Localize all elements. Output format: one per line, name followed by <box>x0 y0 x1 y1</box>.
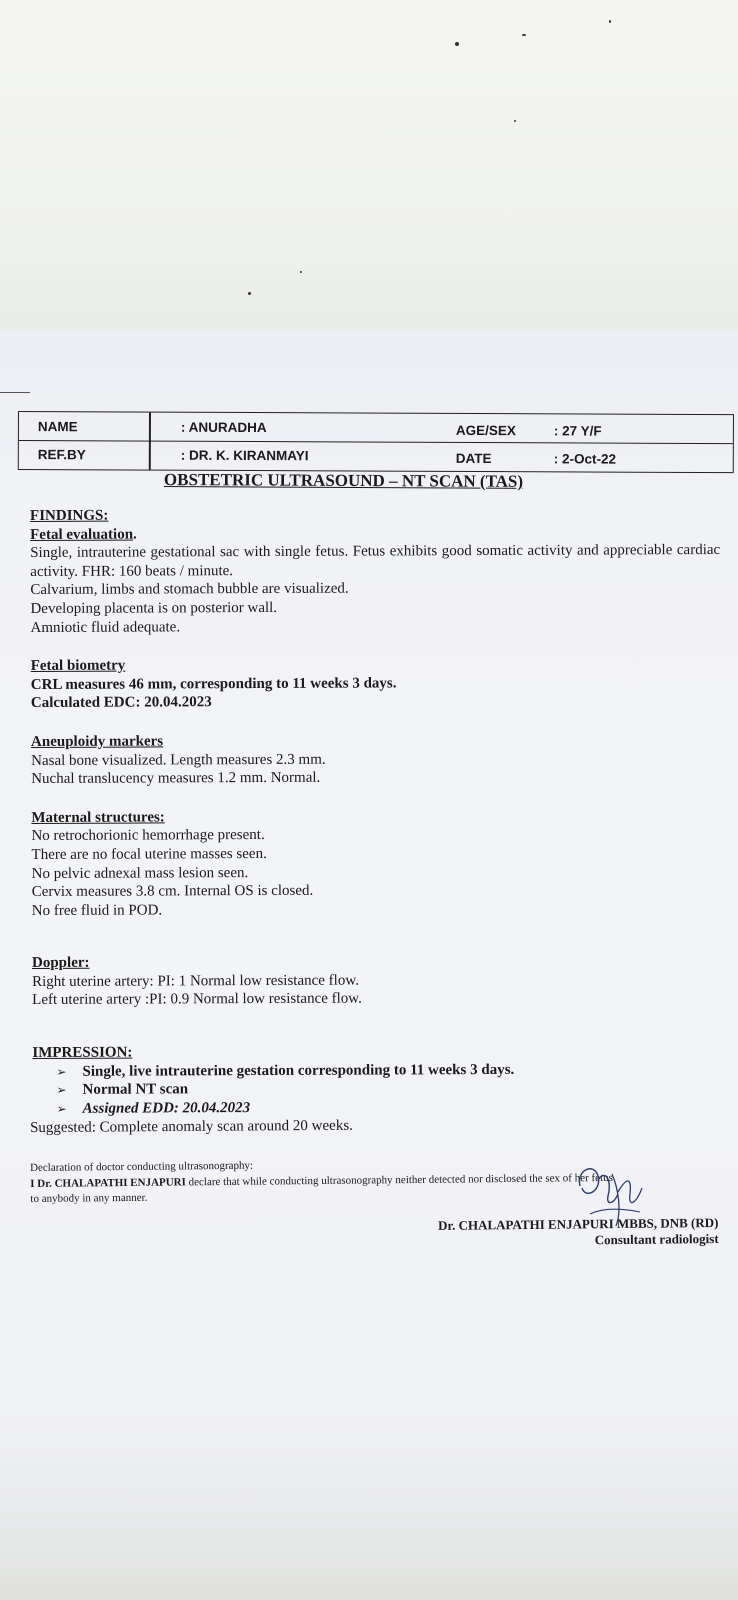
age-sex-label: AGE/SEX <box>455 422 516 439</box>
aneuploidy-line: Nasal bone visualized. Length measures 2.3 mm. <box>31 751 326 769</box>
table-row <box>19 441 733 472</box>
paper-edge-mark <box>0 392 30 393</box>
fetal-biometry-line: Calculated EDC: 20.04.2023 <box>30 694 212 712</box>
fetal-evaluation-line: Calvarium, limbs and stomach bubble are visualized. <box>30 580 349 599</box>
dust-speck <box>300 271 302 273</box>
maternal-line: No pelvic adnexal mass lesion seen. <box>31 864 249 882</box>
fetal-evaluation-line: Amniotic fluid adequate. <box>30 618 181 636</box>
report-body <box>30 504 723 1118</box>
maternal-structures-heading: Maternal structures: <box>31 809 165 826</box>
ref-by-label: REF.BY <box>37 447 86 463</box>
maternal-line: There are no focal uterine masses seen. <box>31 845 267 863</box>
report-title: OBSTETRIC ULTRASOUND – NT SCAN (TAS) <box>163 470 524 491</box>
impression-list <box>32 1060 722 1119</box>
ref-by-value: : DR. K. KIRANMAYI <box>180 447 309 464</box>
patient-info-table <box>18 411 734 473</box>
declaration-heading: Declaration of doctor conducting ultrasonography: <box>30 1159 254 1174</box>
fetal-evaluation-heading-suffix: . <box>132 526 137 543</box>
doppler-heading: Doppler: <box>31 955 90 972</box>
declaration-doctor-name: Dr. CHALAPATHI ENJAPURI <box>37 1175 186 1190</box>
bottom-shadow <box>0 1440 738 1600</box>
arrow-bullet-icon: ➢ <box>56 1064 67 1079</box>
maternal-line: No free fluid in POD. <box>31 902 163 919</box>
signatory-name: Dr. CHALAPATHI ENJAPURI MBBS, DNB (RD) <box>437 1215 719 1233</box>
signatory-block <box>438 1215 719 1250</box>
declaration-text: declare that while conducting ultrasonography neither detected nor disclosed the sex of her fetus <box>185 1171 613 1188</box>
dust-speck <box>455 42 459 46</box>
dust-speck <box>522 34 526 36</box>
arrow-bullet-icon: ➢ <box>56 1101 67 1116</box>
fetal-biometry-line: CRL measures 46 mm, corresponding to 11 weeks 3 days. <box>30 675 397 693</box>
fetal-evaluation-line: Developing placenta is on posterior wall. <box>30 599 278 617</box>
aneuploidy-line: Nuchal translucency measures 1.2 mm. Normal. <box>31 769 321 788</box>
background-surface <box>0 0 738 340</box>
dust-speck <box>609 20 611 23</box>
fetal-evaluation-paragraph: Single, intrauterine gestational sac with single fetus. Fetus exhibits good somatic activity and appreciable cardiac activity. FHR: 160 beats / minute. <box>30 542 721 580</box>
date-value: : 2-Oct-22 <box>553 451 617 467</box>
name-label: NAME <box>37 419 78 435</box>
table-row <box>19 412 733 444</box>
declaration-line-2: to anybody in any manner. <box>30 1191 148 1205</box>
impression-heading: IMPRESSION: <box>32 1044 133 1062</box>
impression-item <box>57 1097 723 1118</box>
age-sex-value: : 27 Y/F <box>553 423 602 439</box>
findings-heading: FINDINGS: <box>30 507 109 524</box>
signatory-title: Consultant radiologist <box>594 1230 719 1248</box>
suggestion-text: Suggested: Complete anomaly scan around 20 weeks. <box>30 1117 353 1136</box>
impression-item-text: Assigned EDD: 20.04.2023 <box>82 1099 251 1117</box>
impression-item-text: Normal NT scan <box>82 1081 189 1099</box>
dust-speck <box>514 120 516 122</box>
aneuploidy-markers-heading: Aneuploidy markers <box>30 733 164 750</box>
maternal-line: Cervix measures 3.8 cm. Internal OS is closed. <box>31 882 314 901</box>
impression-item-text: Single, live intrauterine gestation corresponding to 11 weeks 3 days. <box>82 1061 515 1080</box>
name-value: : ANURADHA <box>180 419 267 436</box>
dust-speck <box>248 292 251 295</box>
arrow-bullet-icon: ➢ <box>56 1083 67 1098</box>
maternal-line: No retrochorionic hemorrhage present. <box>31 827 265 845</box>
date-label: DATE <box>455 450 492 467</box>
doppler-line: Left uterine artery :PI: 0.9 Normal low resistance flow. <box>32 991 362 1009</box>
declaration-prefix: I <box>30 1177 38 1190</box>
fetal-evaluation-heading: Fetal evaluation <box>30 526 134 543</box>
fetal-biometry-heading: Fetal biometry <box>30 657 126 675</box>
doppler-line: Right uterine artery: PI: 1 Normal low resistance flow. <box>32 972 359 990</box>
